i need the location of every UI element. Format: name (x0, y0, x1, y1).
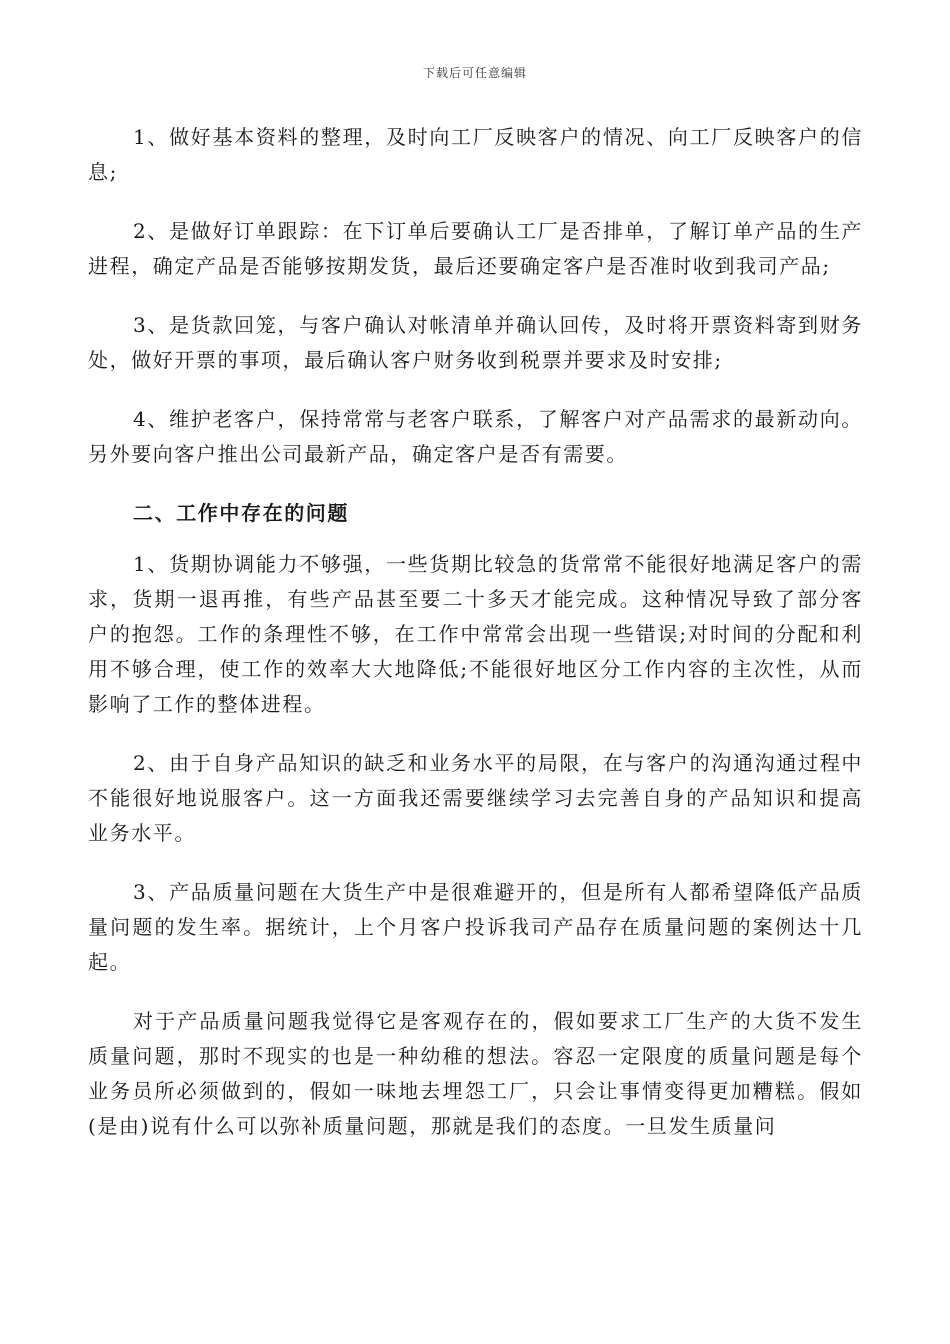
issue-paragraph-4: 对于产品质量问题我觉得它是客观存在的，假如要求工厂生产的大货不发生质量问题，那时不现实的也是一种幼稚的想法。容忍一定限度的质量问题是每个业务员所必须做到的，假如一味地去埋怨工厂，只会让事情变得更加糟糕。假如(是由)说有什么可以弥补质量问题，那就是我们的态度。一旦发生质量问 (88, 1009, 863, 1138)
paragraph-item-4: 4、维护老客户，保持常常与老客户联系，了解客户对产品需求的最新动向。另外要向客户推出公司最新产品，确定客户是否有需要。 (88, 407, 863, 466)
document-body (88, 120, 863, 1168)
issue-paragraph-2: 2、由于自身产品知识的缺乏和业务水平的局限，在与客户的沟通沟通过程中不能很好地说服客户。这一方面我还需要继续学习去完善自身的产品知识和提高业务水平。 (88, 751, 863, 845)
paragraph-item-1: 1、做好基本资料的整理，及时向工厂反映客户的情况、向工厂反映客户的信息; (88, 125, 863, 184)
paragraph-item-3: 3、是货款回笼，与客户确认对帐清单并确认回传，及时将开票资料寄到财务处，做好开票的事项，最后确认客户财务收到税票并要求及时安排; (88, 313, 863, 372)
page-header: 下载后可任意编辑 (422, 66, 527, 80)
issue-paragraph-1: 1、货期协调能力不够强，一些货期比较急的货常常不能很好地满足客户的需求，货期一退再推，有些产品甚至要二十多天才能完成。这种情况导致了部分客户的抱怨。工作的条理性不够，在工作中常常会出现一些错误;对时间的分配和利用不够合理，使工作的效率大大地降低;不能很好地区分工作内容的主次性，从而影响了工作的整体进程。 (88, 552, 863, 716)
paragraph-item-2: 2、是做好订单跟踪：在下订单后要确认工厂是否排单，了解订单产品的生产进程，确定产品是否能够按期发货，最后还要确定客户是否准时收到我司产品; (88, 219, 863, 278)
issue-paragraph-3: 3、产品质量问题在大货生产中是很难避开的，但是所有人都希望降低产品质量问题的发生率。据统计，上个月客户投诉我司产品存在质量问题的案例达十几起。 (88, 880, 863, 974)
section-heading: 二、工作中存在的问题 (133, 501, 349, 525)
